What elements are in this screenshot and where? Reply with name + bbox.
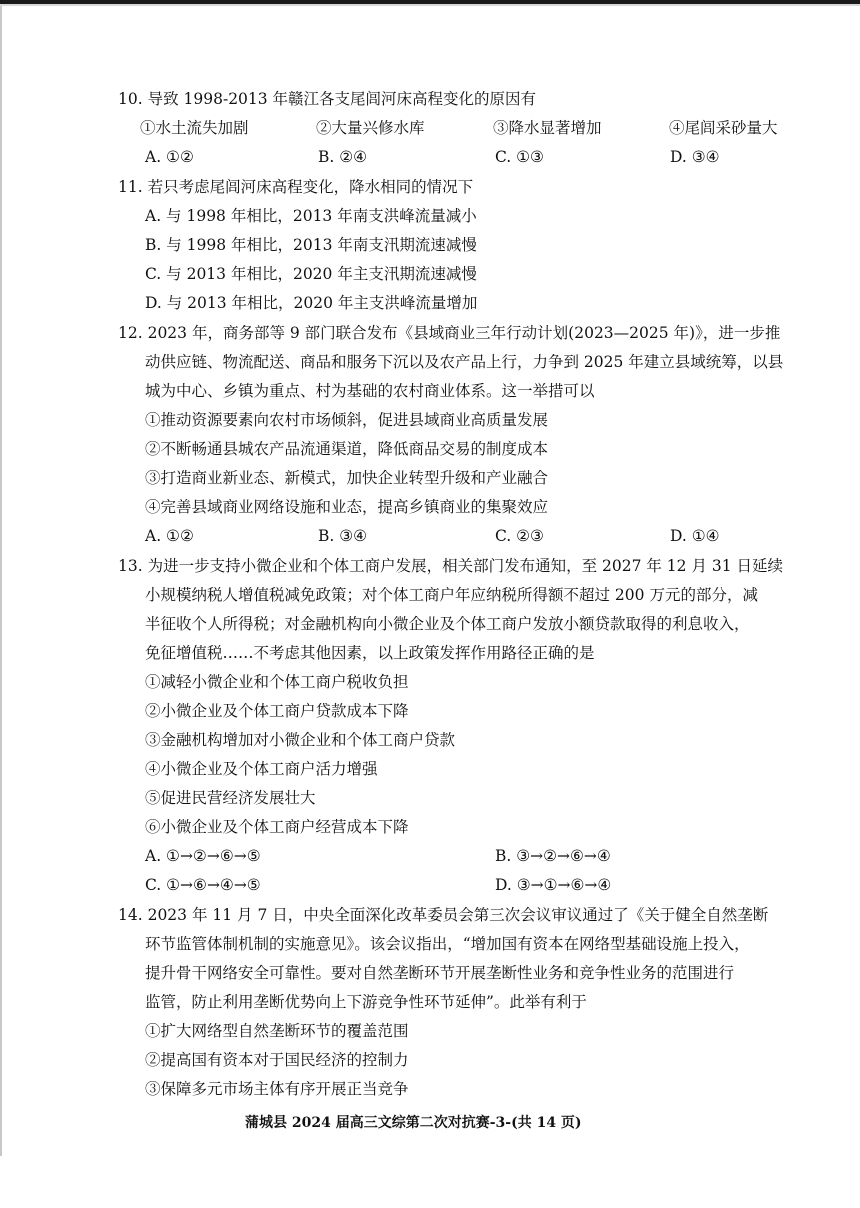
scan-top-shadow: [0, 4, 860, 6]
q14-item-1: ①扩大网络型自然垄断环节的覆盖范围: [145, 1022, 409, 1040]
q13-options-row-2: [145, 875, 805, 895]
q10-options: [145, 147, 805, 167]
q12-item-1: ①推动资源要素向农村市场倾斜，促进县域商业高质量发展: [145, 411, 549, 429]
q14-item-3: ③保障多元市场主体有序开展正当竞争: [145, 1080, 409, 1098]
q13-option-d: D. ③→①→⑥→④: [495, 876, 612, 894]
q13-option-a: A. ①→②→⑥→⑤: [145, 847, 261, 865]
q10-stem: 10. 导致 1998-2013 年赣江各支尾闾河床高程变化的原因有: [118, 90, 537, 108]
q10-item-1: ①水土流失加剧: [140, 119, 249, 137]
page-footer: 蒲城县 2024 届高三文综第二次对抗赛-3-(共 14 页): [245, 1115, 582, 1131]
q12-item-3: ③打造商业新业态、新模式，加快企业转型升级和产业融合: [145, 469, 549, 487]
q10-option-d: D. ③④: [670, 148, 720, 166]
q12-option-d: D. ①④: [670, 527, 720, 545]
q13-item-3: ③金融机构增加对小微企业和个体工商户贷款: [145, 731, 456, 749]
q11-option-d: D. 与 2013 年相比，2020 年主支洪峰流量增加: [145, 294, 478, 312]
q14-stem-line-2: 环节监管体制机制的实施意见》。该会议指出，“增加国有资本在网络型基础设施上投入，: [145, 935, 750, 953]
q14-item-2: ②提高国有资本对于国民经济的控制力: [145, 1051, 409, 1069]
q12-option-c: C. ②③: [495, 527, 544, 545]
q13-stem-line-3: 半征收个人所得税；对金融机构向小微企业及个体工商户发放小额贷款取得的利息收入，: [145, 615, 750, 633]
q12-stem-line-2: 动供应链、物流配送、商品和服务下沉以及农产品上行，力争到 2025 年建立县域统筹，以县: [145, 353, 784, 371]
q13-option-c: C. ①→⑥→④→⑤: [145, 876, 261, 894]
q11-option-a: A. 与 1998 年相比，2013 年南支洪峰流量减小: [145, 207, 477, 225]
q10-items: [140, 118, 800, 138]
q13-stem-line-1: 13. 为进一步支持小微企业和个体工商户发展，相关部门发布通知，至 2027 年 12 月 31 日延续: [118, 557, 784, 575]
q12-option-a: A. ①②: [145, 527, 194, 545]
q10-option-a: A. ①②: [145, 148, 194, 166]
q12-option-b: B. ③④: [318, 527, 368, 545]
q11-option-c: C. 与 2013 年相比，2020 年主支汛期流速减慢: [145, 265, 477, 283]
q14-stem-line-1: 14. 2023 年 11 月 7 日，中央全面深化改革委员会第三次会议审议通过了《关于健全自然垄断: [118, 906, 769, 924]
q10-item-3: ③降水显著增加: [493, 119, 602, 137]
q13-item-4: ④小微企业及个体工商户活力增强: [145, 760, 378, 778]
q13-options-row-1: [145, 846, 805, 866]
q13-stem-line-4: 免征增值税……不考虑其他因素，以上政策发挥作用路径正确的是: [145, 644, 595, 662]
q13-item-2: ②小微企业及个体工商户贷款成本下降: [145, 702, 409, 720]
q11-stem: 11. 若只考虑尾闾河床高程变化，降水相同的情况下: [118, 178, 474, 196]
q12-stem-line-3: 城为中心、乡镇为重点、村为基础的农村商业体系。这一举措可以: [145, 382, 595, 400]
q11-option-b: B. 与 1998 年相比，2013 年南支汛期流速减慢: [145, 236, 477, 254]
q13-item-6: ⑥小微企业及个体工商户经营成本下降: [145, 818, 409, 836]
q10-option-c: C. ①③: [495, 148, 544, 166]
q13-option-b: B. ③→②→⑥→④: [495, 847, 611, 865]
q14-stem-line-3: 提升骨干网络安全可靠性。要对自然垄断环节开展垄断性业务和竞争性业务的范围进行: [145, 964, 735, 982]
q12-item-4: ④完善县域商业网络设施和业态，提高乡镇商业的集聚效应: [145, 498, 549, 516]
scan-left-edge: [0, 6, 2, 1156]
q12-stem-line-1: 12. 2023 年，商务部等 9 部门联合发布《县域商业三年行动计划(2023—2025 年)》，进一步推: [118, 324, 781, 342]
q14-stem-line-4: 监管，防止利用垄断优势向上下游竞争性环节延伸”。此举有利于: [145, 993, 587, 1011]
q13-item-5: ⑤促进民营经济发展壮大: [145, 789, 316, 807]
q10-option-b: B. ②④: [318, 148, 368, 166]
q10-item-2: ②大量兴修水库: [316, 119, 425, 137]
q10-item-4: ④尾闾采砂量大: [669, 119, 778, 137]
q13-stem-line-2: 小规模纳税人增值税减免政策；对个体工商户年应纳税所得额不超过 200 万元的部分，减: [145, 586, 758, 604]
q12-item-2: ②不断畅通县城农产品流通渠道，降低商品交易的制度成本: [145, 440, 549, 458]
q13-item-1: ①减轻小微企业和个体工商户税收负担: [145, 673, 409, 691]
q12-options: [145, 526, 805, 546]
